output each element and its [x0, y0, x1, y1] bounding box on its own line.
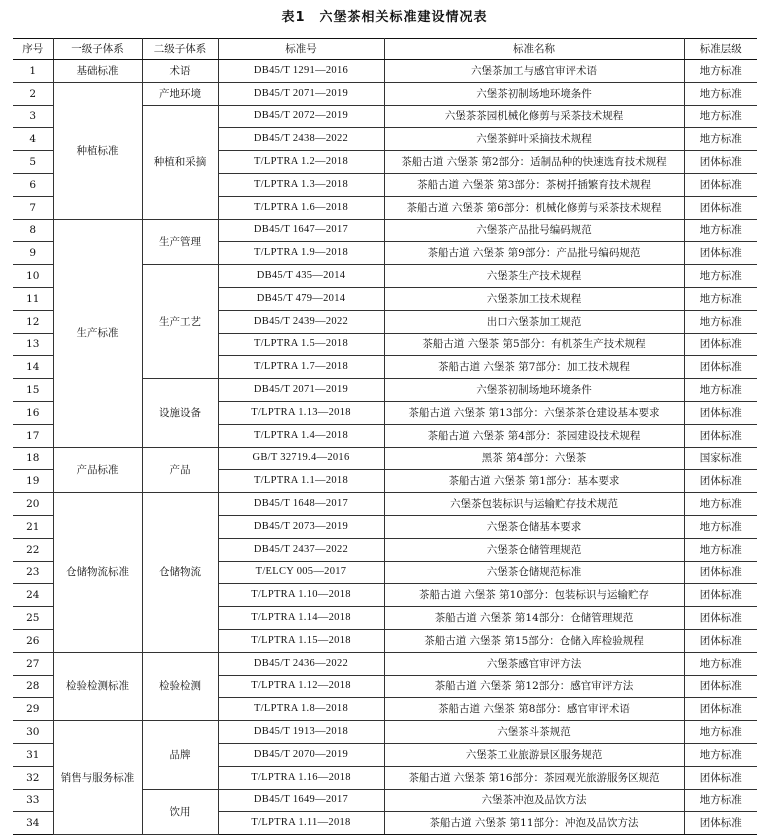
cell-name: 六堡茶加工技术规程 — [384, 287, 684, 310]
cell-name: 茶船古道 六堡茶 第8部分：感官审评术语 — [384, 698, 684, 721]
cell-no: 14 — [13, 356, 53, 379]
table-body — [13, 60, 757, 835]
cell-tier: 团体标准 — [684, 151, 757, 174]
cell-tier: 团体标准 — [684, 424, 757, 447]
cell-code: DB45/T 2073—2019 — [218, 515, 384, 538]
cell-name: 茶船古道 六堡茶 第7部分：加工技术规程 — [384, 356, 684, 379]
cell-code: T/LPTRA 1.8—2018 — [218, 698, 384, 721]
cell-tier: 地方标准 — [684, 743, 757, 766]
cell-code: T/LPTRA 1.3—2018 — [218, 173, 384, 196]
cell-level2: 检验检测 — [142, 652, 218, 720]
header-row — [13, 39, 757, 60]
cell-tier: 地方标准 — [684, 379, 757, 402]
cell-name: 茶船古道 六堡茶 第11部分：冲泡及品饮方法 — [384, 812, 684, 835]
cell-name: 六堡茶茶园机械化修剪与采茶技术规程 — [384, 105, 684, 128]
cell-name: 六堡茶工业旅游景区服务规范 — [384, 743, 684, 766]
cell-tier: 团体标准 — [684, 561, 757, 584]
cell-tier: 国家标准 — [684, 447, 757, 470]
table-row — [13, 82, 757, 105]
cell-code: DB45/T 2437—2022 — [218, 538, 384, 561]
cell-code: T/LPTRA 1.2—2018 — [218, 151, 384, 174]
cell-level1: 基础标准 — [53, 60, 142, 83]
table-row — [13, 447, 757, 470]
cell-tier: 团体标准 — [684, 812, 757, 835]
cell-no: 12 — [13, 310, 53, 333]
cell-name: 黑茶 第4部分：六堡茶 — [384, 447, 684, 470]
cell-code: T/ELCY 005—2017 — [218, 561, 384, 584]
cell-tier: 团体标准 — [684, 584, 757, 607]
cell-no: 22 — [13, 538, 53, 561]
cell-code: T/LPTRA 1.6—2018 — [218, 196, 384, 219]
cell-tier: 团体标准 — [684, 401, 757, 424]
cell-code: DB45/T 2070—2019 — [218, 743, 384, 766]
cell-name: 茶船古道 六堡茶 第3部分：茶树扦插繁育技术规程 — [384, 173, 684, 196]
cell-level1: 生产标准 — [53, 219, 142, 447]
cell-no: 31 — [13, 743, 53, 766]
cell-level2: 饮用 — [142, 789, 218, 835]
cell-tier: 地方标准 — [684, 310, 757, 333]
cell-level1: 仓储物流标准 — [53, 493, 142, 653]
cell-name: 茶船古道 六堡茶 第16部分：茶园观光旅游服务区规范 — [384, 766, 684, 789]
cell-no: 17 — [13, 424, 53, 447]
cell-no: 10 — [13, 265, 53, 288]
cell-tier: 地方标准 — [684, 721, 757, 744]
cell-level1: 产品标准 — [53, 447, 142, 493]
cell-no: 21 — [13, 515, 53, 538]
cell-name: 六堡茶加工与感官审评术语 — [384, 60, 684, 83]
cell-name: 六堡茶感官审评方法 — [384, 652, 684, 675]
cell-level2: 产地环境 — [142, 82, 218, 105]
table-title: 表1 六堡茶相关标准建设情况表 — [281, 10, 488, 25]
cell-no: 19 — [13, 470, 53, 493]
cell-code: DB45/T 2438—2022 — [218, 128, 384, 151]
cell-code: DB45/T 1648—2017 — [218, 493, 384, 516]
cell-name: 六堡茶仓储规范标准 — [384, 561, 684, 584]
cell-code: T/LPTRA 1.1—2018 — [218, 470, 384, 493]
col-header-level2: 二级子体系 — [142, 39, 218, 60]
cell-level2: 种植和采摘 — [142, 105, 218, 219]
cell-tier: 团体标准 — [684, 629, 757, 652]
col-header-code: 标准号 — [218, 39, 384, 60]
cell-no: 9 — [13, 242, 53, 265]
cell-name: 茶船古道 六堡茶 第4部分：茶园建设技术规程 — [384, 424, 684, 447]
cell-no: 20 — [13, 493, 53, 516]
cell-tier: 地方标准 — [684, 128, 757, 151]
cell-tier: 地方标准 — [684, 60, 757, 83]
cell-code: T/LPTRA 1.15—2018 — [218, 629, 384, 652]
cell-code: T/LPTRA 1.12—2018 — [218, 675, 384, 698]
cell-no: 7 — [13, 196, 53, 219]
cell-name: 茶船古道 六堡茶 第2部分：适制品种的快速选育技术规程 — [384, 151, 684, 174]
cell-tier: 团体标准 — [684, 196, 757, 219]
cell-name: 茶船古道 六堡茶 第15部分：仓储入库检验规程 — [384, 629, 684, 652]
cell-name: 茶船古道 六堡茶 第5部分：有机茶生产技术规程 — [384, 333, 684, 356]
table-row — [13, 493, 757, 516]
cell-code: T/LPTRA 1.5—2018 — [218, 333, 384, 356]
cell-no: 32 — [13, 766, 53, 789]
cell-level1: 种植标准 — [53, 82, 142, 219]
cell-code: T/LPTRA 1.14—2018 — [218, 607, 384, 630]
col-header-name: 标准名称 — [384, 39, 684, 60]
cell-tier: 地方标准 — [684, 493, 757, 516]
cell-code: T/LPTRA 1.13—2018 — [218, 401, 384, 424]
cell-name: 六堡茶初制场地环境条件 — [384, 82, 684, 105]
cell-code: T/LPTRA 1.9—2018 — [218, 242, 384, 265]
cell-tier: 团体标准 — [684, 766, 757, 789]
cell-no: 1 — [13, 60, 53, 83]
cell-tier: 团体标准 — [684, 470, 757, 493]
cell-name: 六堡茶冲泡及品饮方法 — [384, 789, 684, 812]
cell-level2: 生产工艺 — [142, 265, 218, 379]
cell-tier: 地方标准 — [684, 265, 757, 288]
cell-tier: 团体标准 — [684, 675, 757, 698]
cell-tier: 团体标准 — [684, 333, 757, 356]
cell-code: DB45/T 1913—2018 — [218, 721, 384, 744]
cell-no: 2 — [13, 82, 53, 105]
table-row — [13, 219, 757, 242]
cell-tier: 地方标准 — [684, 287, 757, 310]
cell-level1: 检验检测标准 — [53, 652, 142, 720]
cell-no: 23 — [13, 561, 53, 584]
cell-code: T/LPTRA 1.7—2018 — [218, 356, 384, 379]
cell-no: 3 — [13, 105, 53, 128]
col-header-tier: 标准层级 — [684, 39, 757, 60]
cell-name: 茶船古道 六堡茶 第10部分：包装标识与运输贮存 — [384, 584, 684, 607]
cell-level2: 生产管理 — [142, 219, 218, 265]
cell-no: 16 — [13, 401, 53, 424]
cell-name: 六堡茶仓储基本要求 — [384, 515, 684, 538]
cell-code: DB45/T 435—2014 — [218, 265, 384, 288]
cell-code: T/LPTRA 1.16—2018 — [218, 766, 384, 789]
cell-no: 34 — [13, 812, 53, 835]
cell-name: 六堡茶斗茶规范 — [384, 721, 684, 744]
cell-name: 六堡茶产品批号编码规范 — [384, 219, 684, 242]
cell-name: 出口六堡茶加工规范 — [384, 310, 684, 333]
cell-no: 27 — [13, 652, 53, 675]
cell-no: 13 — [13, 333, 53, 356]
cell-no: 24 — [13, 584, 53, 607]
cell-name: 六堡茶仓储管理规范 — [384, 538, 684, 561]
cell-code: DB45/T 2436—2022 — [218, 652, 384, 675]
cell-no: 4 — [13, 128, 53, 151]
cell-code: T/LPTRA 1.11—2018 — [218, 812, 384, 835]
cell-level2: 术语 — [142, 60, 218, 83]
cell-tier: 团体标准 — [684, 698, 757, 721]
cell-level2: 仓储物流 — [142, 493, 218, 653]
cell-tier: 团体标准 — [684, 173, 757, 196]
cell-no: 5 — [13, 151, 53, 174]
cell-no: 6 — [13, 173, 53, 196]
table-row — [13, 721, 757, 744]
cell-tier: 团体标准 — [684, 607, 757, 630]
cell-code: DB45/T 2439—2022 — [218, 310, 384, 333]
cell-level2: 设施设备 — [142, 379, 218, 447]
cell-no: 8 — [13, 219, 53, 242]
cell-name: 茶船古道 六堡茶 第1部分：基本要求 — [384, 470, 684, 493]
cell-code: DB45/T 1649—2017 — [218, 789, 384, 812]
cell-code: DB45/T 2071—2019 — [218, 379, 384, 402]
table-row — [13, 60, 757, 83]
cell-level2: 产品 — [142, 447, 218, 493]
cell-no: 30 — [13, 721, 53, 744]
cell-no: 26 — [13, 629, 53, 652]
cell-name: 六堡茶生产技术规程 — [384, 265, 684, 288]
cell-no: 18 — [13, 447, 53, 470]
cell-code: DB45/T 479—2014 — [218, 287, 384, 310]
cell-code: T/LPTRA 1.10—2018 — [218, 584, 384, 607]
cell-name: 茶船古道 六堡茶 第14部分：仓储管理规范 — [384, 607, 684, 630]
cell-name: 茶船古道 六堡茶 第13部分：六堡茶茶仓建设基本要求 — [384, 401, 684, 424]
cell-name: 茶船古道 六堡茶 第12部分：感官审评方法 — [384, 675, 684, 698]
cell-tier: 地方标准 — [684, 82, 757, 105]
cell-code: T/LPTRA 1.4—2018 — [218, 424, 384, 447]
cell-tier: 地方标准 — [684, 538, 757, 561]
cell-no: 29 — [13, 698, 53, 721]
cell-name: 六堡茶初制场地环境条件 — [384, 379, 684, 402]
cell-level1: 销售与服务标准 — [53, 721, 142, 835]
table-row — [13, 652, 757, 675]
col-header-no: 序号 — [13, 39, 53, 60]
cell-no: 15 — [13, 379, 53, 402]
cell-code: DB45/T 2072—2019 — [218, 105, 384, 128]
cell-name: 茶船古道 六堡茶 第9部分：产品批号编码规范 — [384, 242, 684, 265]
cell-tier: 地方标准 — [684, 515, 757, 538]
col-header-level1: 一级子体系 — [53, 39, 142, 60]
cell-no: 11 — [13, 287, 53, 310]
cell-code: DB45/T 1647—2017 — [218, 219, 384, 242]
cell-code: DB45/T 1291—2016 — [218, 60, 384, 83]
cell-no: 28 — [13, 675, 53, 698]
cell-tier: 地方标准 — [684, 219, 757, 242]
cell-tier: 地方标准 — [684, 789, 757, 812]
cell-tier: 地方标准 — [684, 105, 757, 128]
cell-name: 茶船古道 六堡茶 第6部分：机械化修剪与采茶技术规程 — [384, 196, 684, 219]
cell-tier: 团体标准 — [684, 356, 757, 379]
cell-no: 33 — [13, 789, 53, 812]
cell-code: DB45/T 2071—2019 — [218, 82, 384, 105]
cell-name: 六堡茶包装标识与运输贮存技术规范 — [384, 493, 684, 516]
cell-tier: 团体标准 — [684, 242, 757, 265]
cell-name: 六堡茶鲜叶采摘技术规程 — [384, 128, 684, 151]
cell-no: 25 — [13, 607, 53, 630]
cell-tier: 地方标准 — [684, 652, 757, 675]
standards-table — [13, 38, 757, 835]
cell-code: GB/T 32719.4—2016 — [218, 447, 384, 470]
cell-level2: 品牌 — [142, 721, 218, 789]
